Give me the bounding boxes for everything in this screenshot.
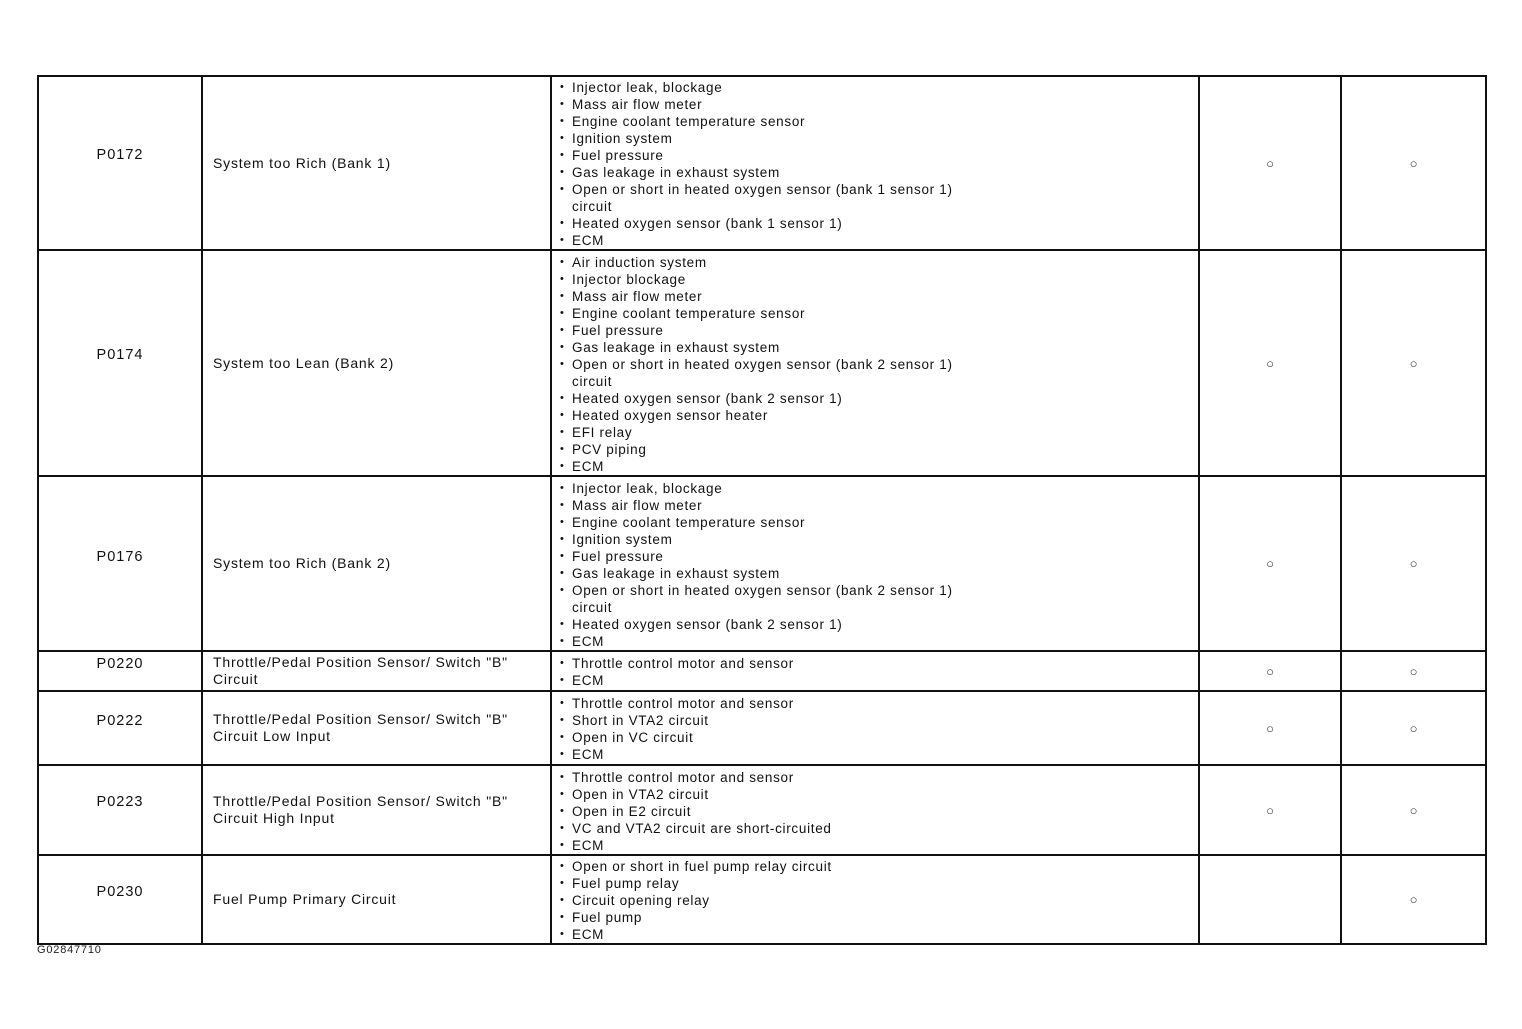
trouble-area (551, 765, 1199, 855)
detection-item: System too Rich (Bank 1) (202, 76, 551, 250)
dtc-code: P0223 (38, 765, 202, 855)
trouble-area-item: • Open or short in heated oxygen sensor (bank 1 sensor 1) (560, 181, 1198, 198)
memory-mark: ○ (1341, 765, 1486, 855)
trouble-area-list (560, 254, 1198, 475)
trouble-area-item: • Mass air flow meter (560, 497, 1198, 514)
trouble-area-item: • ECM (560, 746, 1198, 763)
memory-mark: ○ (1341, 855, 1486, 944)
dtc-table-body (38, 76, 1486, 944)
trouble-area-item: • ECM (560, 837, 1198, 854)
trouble-area (551, 476, 1199, 651)
trouble-area-item: • Open in VC circuit (560, 729, 1198, 746)
trouble-area-item: • PCV piping (560, 441, 1198, 458)
trouble-area-item: • Gas leakage in exhaust system (560, 339, 1198, 356)
mil-mark: ○ (1199, 691, 1341, 765)
detection-item: System too Rich (Bank 2) (202, 476, 551, 651)
trouble-area-item: • Injector leak, blockage (560, 79, 1198, 96)
trouble-area-item: • Fuel pressure (560, 147, 1198, 164)
trouble-area-item: • Heated oxygen sensor (bank 2 sensor 1) (560, 390, 1198, 407)
memory-mark: ○ (1341, 691, 1486, 765)
trouble-area-item: • Gas leakage in exhaust system (560, 164, 1198, 181)
trouble-area-list (560, 695, 1198, 763)
trouble-area-item: • Heated oxygen sensor (bank 1 sensor 1) (560, 215, 1198, 232)
dtc-code: P0174 (38, 250, 202, 476)
trouble-area-item: • Ignition system (560, 531, 1198, 548)
figure-id: G02847710 (37, 944, 102, 956)
table-row (38, 651, 1486, 691)
trouble-area-item: • Gas leakage in exhaust system (560, 565, 1198, 582)
mil-mark: ○ (1199, 765, 1341, 855)
trouble-area-item: • Throttle control motor and sensor (560, 655, 1198, 672)
trouble-area-item: • ECM (560, 633, 1198, 650)
trouble-area-item: • Injector blockage (560, 271, 1198, 288)
dtc-code: P0172 (38, 76, 202, 250)
mil-mark: ○ (1199, 250, 1341, 476)
detection-item: Throttle/Pedal Position Sensor/ Switch "B" Circuit Low Input (202, 691, 551, 765)
memory-mark: ○ (1341, 476, 1486, 651)
trouble-area-item: • Fuel pressure (560, 322, 1198, 339)
mil-mark (1199, 855, 1341, 944)
trouble-area-item: • ECM (560, 232, 1198, 249)
dtc-code: P0176 (38, 476, 202, 651)
trouble-area (551, 250, 1199, 476)
trouble-area-item: • Circuit opening relay (560, 892, 1198, 909)
memory-mark: ○ (1341, 250, 1486, 476)
trouble-area (551, 651, 1199, 691)
detection-item: Throttle/Pedal Position Sensor/ Switch "B" Circuit (202, 651, 551, 691)
trouble-area-item: • Fuel pressure (560, 548, 1198, 565)
trouble-area-item: • Injector leak, blockage (560, 480, 1198, 497)
mil-mark: ○ (1199, 476, 1341, 651)
trouble-area-item: • ECM (560, 926, 1198, 943)
trouble-area-item: circuit (572, 599, 613, 615)
trouble-area-item: • Mass air flow meter (560, 288, 1198, 305)
trouble-area-item: • ECM (560, 672, 1198, 689)
trouble-area (551, 76, 1199, 250)
trouble-area-item: • Short in VTA2 circuit (560, 712, 1198, 729)
mil-mark: ○ (1199, 76, 1341, 250)
trouble-area-list (560, 79, 1198, 249)
trouble-area-item: • Open in VTA2 circuit (560, 786, 1198, 803)
trouble-area-list (560, 858, 1198, 943)
trouble-area-item: • Air induction system (560, 254, 1198, 271)
trouble-area-item: • Engine coolant temperature sensor (560, 514, 1198, 531)
trouble-area-item: • Fuel pump relay (560, 875, 1198, 892)
dtc-code: P0230 (38, 855, 202, 944)
memory-mark: ○ (1341, 651, 1486, 691)
detection-item: Throttle/Pedal Position Sensor/ Switch "B" Circuit High Input (202, 765, 551, 855)
table-row (38, 250, 1486, 476)
table-row (38, 691, 1486, 765)
trouble-area-item: • EFI relay (560, 424, 1198, 441)
trouble-area-item: • Open or short in heated oxygen sensor (bank 2 sensor 1) (560, 582, 1198, 599)
trouble-area-item: • VC and VTA2 circuit are short-circuited (560, 820, 1198, 837)
trouble-area-item: circuit (572, 199, 613, 214)
trouble-area-item: • Engine coolant temperature sensor (560, 305, 1198, 322)
trouble-area-item: • ECM (560, 458, 1198, 475)
trouble-area-item: • Fuel pump (560, 909, 1198, 926)
trouble-area-item: • Open or short in fuel pump relay circuit (560, 858, 1198, 875)
detection-item: Fuel Pump Primary Circuit (202, 855, 551, 944)
table-row (38, 855, 1486, 944)
trouble-area-item: • Ignition system (560, 130, 1198, 147)
dtc-table (37, 75, 1487, 945)
trouble-area-list (560, 480, 1198, 650)
trouble-area-list (560, 769, 1198, 854)
trouble-area-item: • Engine coolant temperature sensor (560, 113, 1198, 130)
trouble-area-item: • Open or short in heated oxygen sensor (bank 2 sensor 1) (560, 356, 1198, 373)
trouble-area-item: • Mass air flow meter (560, 96, 1198, 113)
trouble-area-item: • Throttle control motor and sensor (560, 695, 1198, 712)
trouble-area-item: circuit (572, 373, 613, 389)
trouble-area-item: • Heated oxygen sensor heater (560, 407, 1198, 424)
trouble-area (551, 691, 1199, 765)
detection-item: System too Lean (Bank 2) (202, 250, 551, 476)
table-row (38, 76, 1486, 250)
trouble-area (551, 855, 1199, 944)
table-row (38, 476, 1486, 651)
trouble-area-list (560, 655, 1198, 689)
trouble-area-item: • Heated oxygen sensor (bank 2 sensor 1) (560, 616, 1198, 633)
dtc-code: P0222 (38, 691, 202, 765)
trouble-area-item: • Throttle control motor and sensor (560, 769, 1198, 786)
mil-mark: ○ (1199, 651, 1341, 691)
dtc-code: P0220 (38, 651, 202, 691)
trouble-area-item: • Open in E2 circuit (560, 803, 1198, 820)
memory-mark: ○ (1341, 76, 1486, 250)
table-row (38, 765, 1486, 855)
